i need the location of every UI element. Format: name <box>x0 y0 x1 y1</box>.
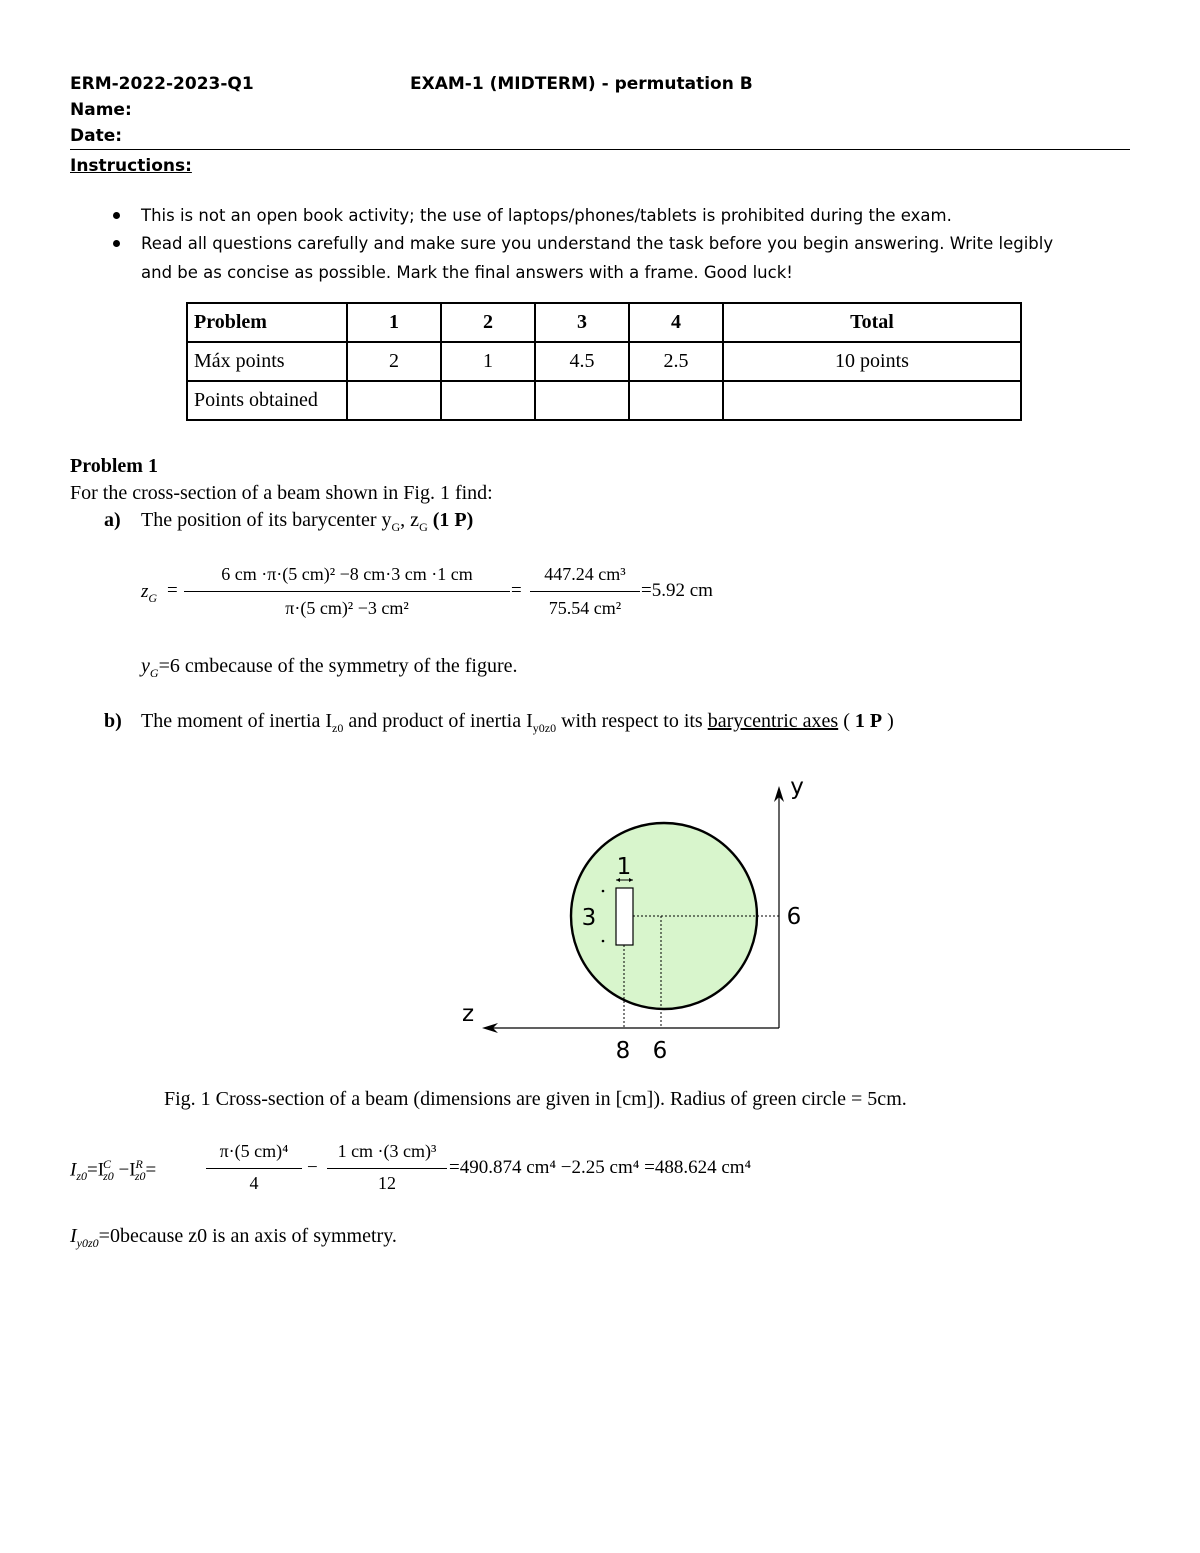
course-code: ERM-2022-2023-Q1 <box>70 74 254 94</box>
iz0-lhs <box>70 1157 156 1184</box>
part-b-paren-close: ) <box>882 710 894 732</box>
table-row <box>187 342 1021 381</box>
problem-1-title: Problem 1 <box>70 455 158 477</box>
yg-text: because of the symmetry of the figure. <box>209 655 518 677</box>
table-cell: 2 <box>347 342 441 381</box>
part-b-text <box>141 710 894 736</box>
part-a-text <box>141 509 473 535</box>
instruction-2-cont: and be as concise as possible. Mark the final answers with a frame. Good luck! <box>141 263 793 282</box>
part-b-paren-open: ( <box>838 710 855 732</box>
iz0-eq2: = <box>145 1159 157 1181</box>
zg-denominator-2: 75.54 cm² <box>548 598 622 618</box>
iz0-c-sub: z0 <box>103 1169 114 1184</box>
bullet-2 <box>113 240 120 247</box>
zg-fraction-line-2 <box>530 591 640 592</box>
iz0-numerator-2: 1 cm ·(3 cm)³ <box>337 1141 437 1161</box>
zg-fraction-line <box>184 591 510 592</box>
iy0z0-line <box>70 1225 397 1251</box>
label-1: 1 <box>616 854 632 880</box>
points-input-2[interactable] <box>441 381 535 420</box>
zg-lhs <box>141 581 157 606</box>
yg-sub: G <box>149 666 159 680</box>
iy0z0-value: =0 <box>98 1225 120 1247</box>
points-table <box>186 302 1022 421</box>
iz0-r-sub: z0 <box>134 1169 146 1184</box>
part-a-points: (1 P) <box>432 509 474 531</box>
iz0-denominator-1: 4 <box>249 1173 259 1193</box>
table-cell: 1 <box>347 303 441 342</box>
zg-equals: = <box>167 580 178 601</box>
rectangular-hole <box>616 888 633 945</box>
zg-denominator: π·(5 cm)² −3 cm² <box>285 598 409 618</box>
points-input-3[interactable] <box>535 381 629 420</box>
table-cell: Total <box>723 303 1021 342</box>
table-cell: Points obtained <box>187 381 347 420</box>
exam-title: EXAM-1 (MIDTERM) - permutation B <box>410 74 753 94</box>
points-input-4[interactable] <box>629 381 723 420</box>
zg-symbol: z <box>141 581 149 602</box>
part-a-sub-z: G <box>419 520 428 534</box>
cross-section-figure <box>440 770 840 1070</box>
iz0-fraction-line-1 <box>206 1168 302 1169</box>
instruction-2: Read all questions carefully and make sure you understand the task before you begin answering. Write legibly <box>141 234 1054 253</box>
iz0-symbol: I <box>70 1159 77 1181</box>
zg-numerator-2: 447.24 cm³ <box>544 564 626 584</box>
table-cell: 4 <box>629 303 723 342</box>
iz0-c-sup: C <box>103 1157 112 1171</box>
part-b-text-3: with respect to its <box>556 710 708 732</box>
points-input-total[interactable] <box>723 381 1021 420</box>
iz0-minus: −I <box>113 1159 136 1181</box>
label-y: y <box>790 774 804 800</box>
part-b-text-2: and product of inertia I <box>343 710 533 732</box>
zg-equals-2: = <box>511 580 522 601</box>
label-8: 8 <box>615 1038 631 1064</box>
label-6-bottom: 6 <box>652 1038 668 1064</box>
instruction-1: This is not an open book activity; the use of laptops/phones/tablets is prohibited during the exam. <box>141 206 952 225</box>
dim-dot-top <box>602 890 605 893</box>
iz0-result: =490.874 cm⁴ −2.25 cm⁴ =488.624 cm⁴ <box>449 1157 752 1178</box>
iz0-fraction-line-2 <box>327 1168 447 1169</box>
table-cell: 3 <box>535 303 629 342</box>
iy0z0-text: because z0 is an axis of symmetry. <box>119 1225 397 1247</box>
iz0-denominator-2: 12 <box>378 1173 396 1193</box>
part-a-text-main: The position of its barycenter y <box>141 509 392 531</box>
problem-1-intro: For the cross-section of a beam shown in Fig. 1 find: <box>70 482 493 504</box>
table-cell: 1 <box>441 342 535 381</box>
part-b-underlined: barycentric axes <box>707 710 839 732</box>
table-cell: Máx points <box>187 342 347 381</box>
part-a-sub-y: G <box>391 520 401 534</box>
yg-value: =6 cm <box>158 655 210 677</box>
yg-symbol: y <box>141 655 150 677</box>
iy0z0-symbol: I <box>70 1225 77 1247</box>
iz0-eq1: =I <box>87 1159 105 1181</box>
iz0-minus-2: − <box>307 1157 318 1178</box>
name-label: Name: <box>70 100 132 120</box>
header-divider <box>70 149 1130 150</box>
part-b-sub-1: z0 <box>332 721 344 735</box>
zg-result: =5.92 cm <box>641 580 713 601</box>
table-cell: 2 <box>441 303 535 342</box>
label-6-right: 6 <box>786 904 802 930</box>
part-a-mid: , z <box>400 509 420 531</box>
points-input-1[interactable] <box>347 381 441 420</box>
part-b-sub-2: y0z0 <box>532 721 557 735</box>
table-cell: 10 points <box>723 342 1021 381</box>
table-cell: 4.5 <box>535 342 629 381</box>
table-row <box>187 303 1021 342</box>
table-cell: 2.5 <box>629 342 723 381</box>
part-b-label: b) <box>104 710 122 732</box>
iz0-r-sup: R <box>135 1157 143 1171</box>
label-z: z <box>461 1001 475 1027</box>
iz0-numerator-1: π·(5 cm)⁴ <box>219 1141 289 1161</box>
figure-caption: Fig. 1 Cross-section of a beam (dimensions are given in [cm]). Radius of green circle = 5cm. <box>164 1088 907 1110</box>
zg-numerator: 6 cm ·π·(5 cm)² −8 cm·3 cm ·1 cm <box>221 564 473 584</box>
iy0z0-sub: y0z0 <box>76 1236 99 1250</box>
instructions-heading: Instructions: <box>70 156 192 176</box>
label-3: 3 <box>581 905 597 931</box>
bullet-1 <box>113 212 120 219</box>
part-b-text-1: The moment of inertia I <box>141 710 333 732</box>
table-row <box>187 381 1021 420</box>
date-label: Date: <box>70 126 123 146</box>
yg-line <box>141 655 518 681</box>
iz0-sub: z0 <box>76 1169 87 1184</box>
dim-dot-bottom <box>602 940 605 943</box>
table-cell: Problem <box>187 303 347 342</box>
zg-sub: G <box>148 590 158 605</box>
part-b-points: 1 P <box>854 710 883 732</box>
part-a-label: a) <box>104 509 121 531</box>
